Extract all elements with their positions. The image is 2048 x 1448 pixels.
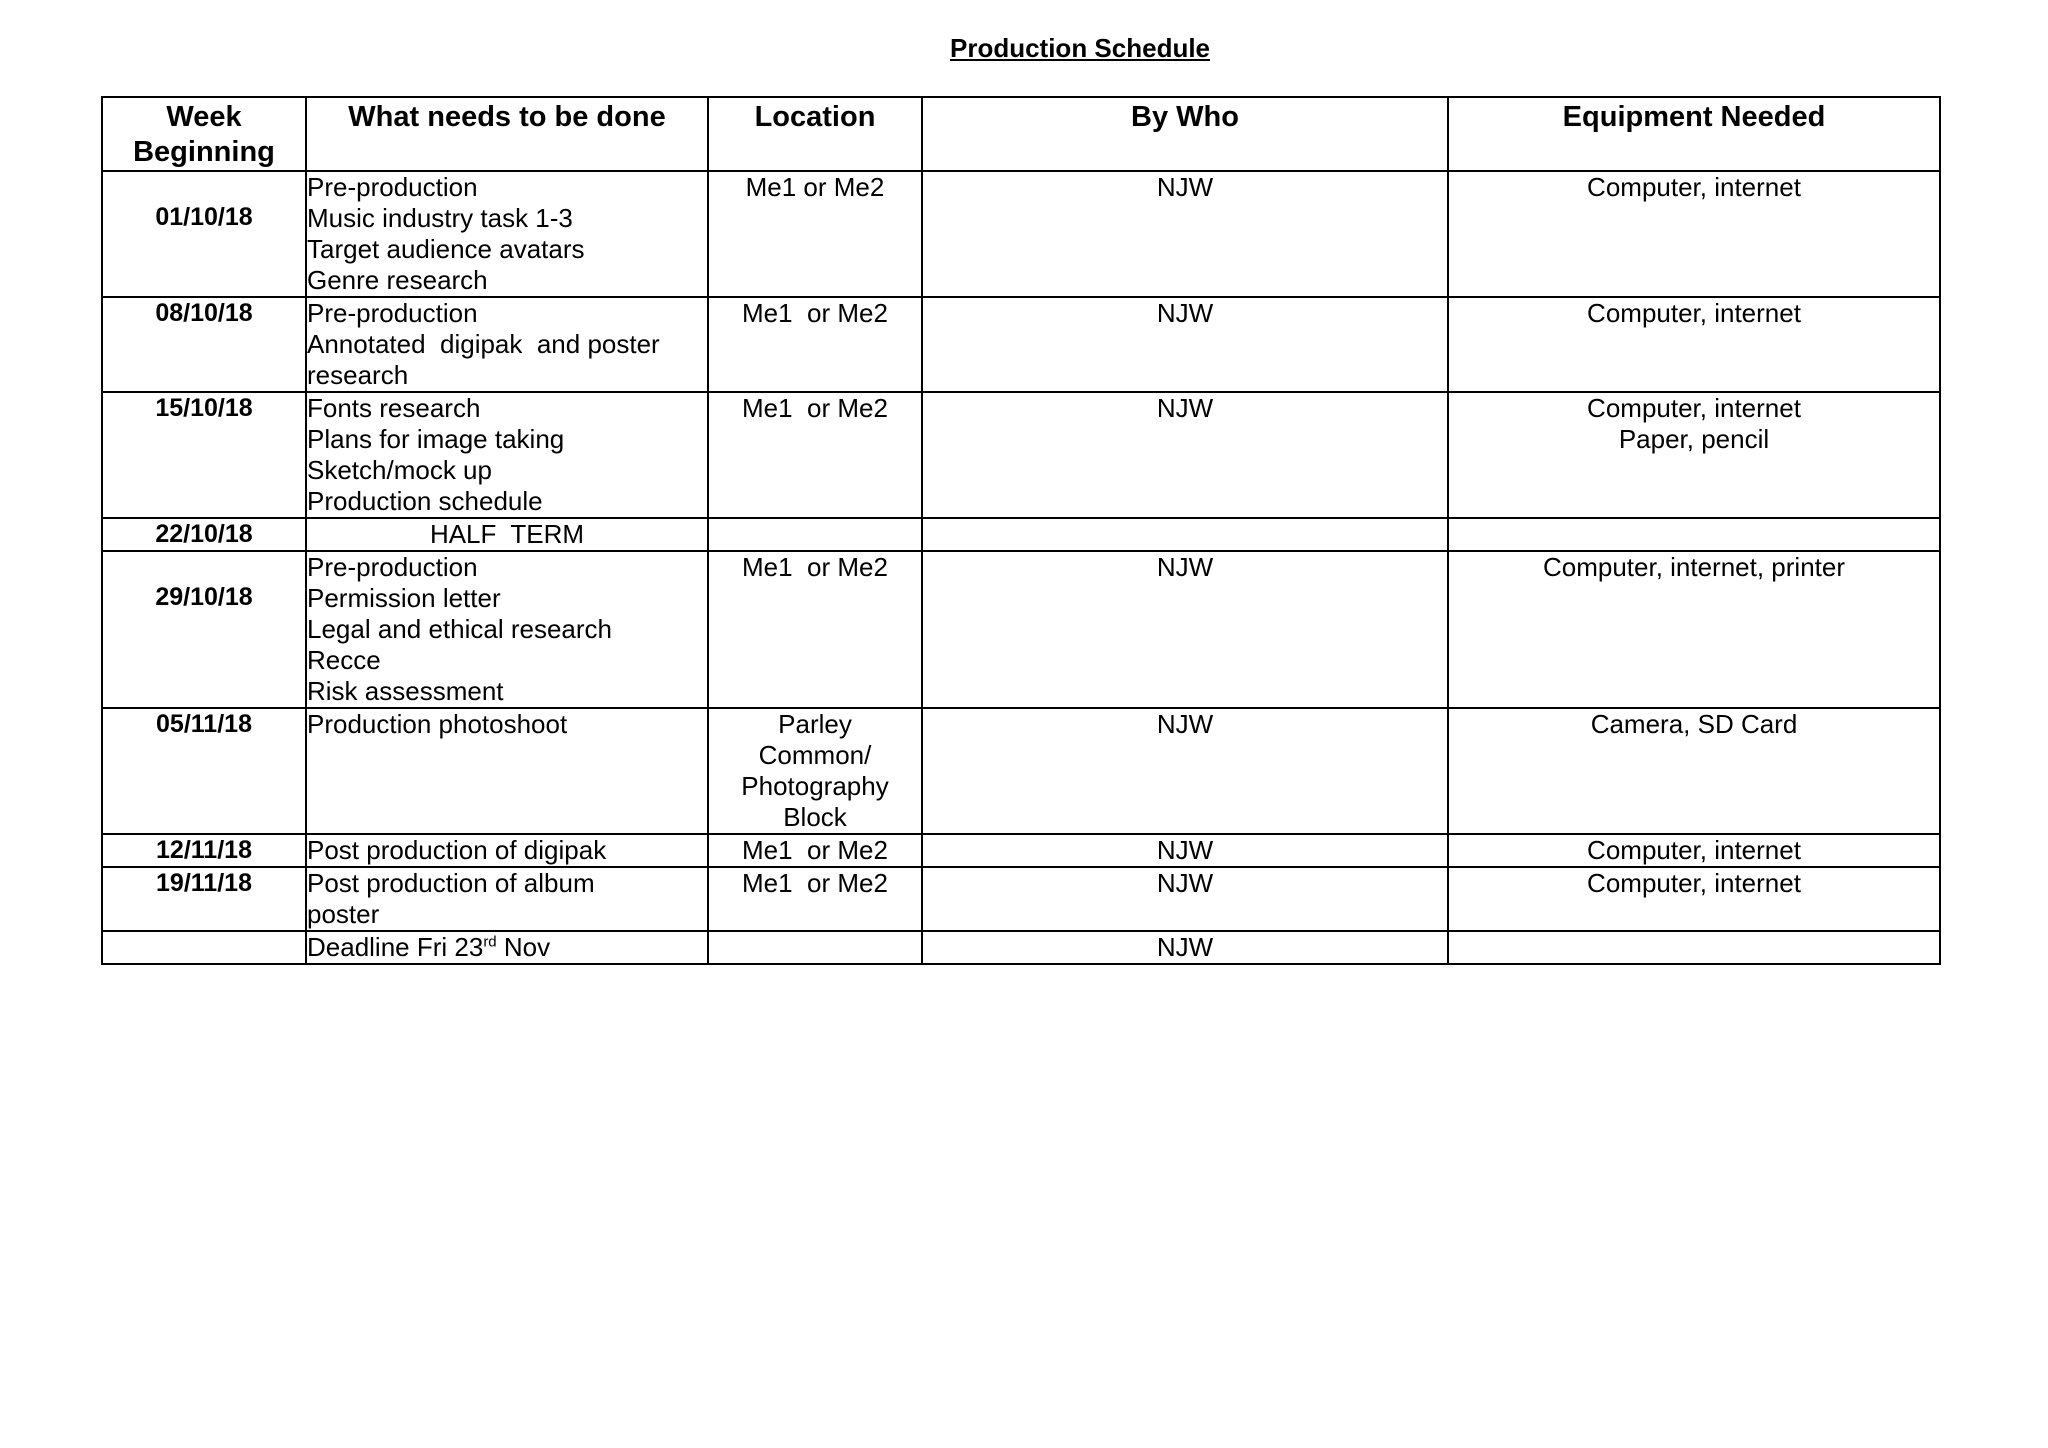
task-line: Music industry task 1-3 [307,203,573,233]
deadline-prefix: Deadline Fri 23 [307,932,484,962]
table-row [102,518,1940,551]
table-row [102,708,1940,834]
column-header-who: By Who [922,97,1448,171]
week-cell: 29/10/18 [102,551,306,708]
column-header-week [102,97,306,171]
column-header-week-line1: Week [166,101,242,133]
equipment-cell [1448,551,1940,708]
who-cell: NJW [922,392,1448,518]
task-line: Target audience avatars [307,234,585,264]
equipment-line: Computer, internet, printer [1542,552,1846,582]
equipment-cell [1448,708,1940,834]
task-line: Production photoshoot [307,709,568,739]
location-cell: Me1 or Me2 [708,551,922,708]
task-cell [306,931,708,964]
task-line: Genre research [307,265,488,295]
equipment-line: Camera, SD Card [1590,709,1798,739]
equipment-line: Computer, internet [1587,835,1801,865]
table-row [102,171,1940,297]
week-cell: 01/10/18 [102,171,306,297]
table-row [102,931,1940,964]
location-cell [708,518,922,551]
table-row [102,867,1940,931]
table-row [102,297,1940,392]
deadline-text [307,932,707,963]
deadline-rest: Nov [496,932,551,962]
who-cell: NJW [922,867,1448,931]
table-row [102,551,1940,708]
task-line: Pre-production [307,298,478,328]
who-cell: NJW [922,931,1448,964]
location-line: Photography [741,771,889,801]
location-cell: Me1 or Me2 [708,867,922,931]
equipment-line: Computer, internet [1587,868,1801,898]
task-line: Post production of digipak [307,835,607,865]
task-line: Legal and ethical research [307,614,612,644]
task-line: Annotated digipak and poster [307,329,660,359]
task-line: Plans for image taking [307,424,565,454]
week-cell: 08/10/18 [102,297,306,392]
task-cell [306,171,708,297]
task-cell: HALF TERM [306,518,708,551]
task-cell [306,551,708,708]
document-title: Production Schedule [949,33,1211,63]
task-cell [306,834,708,867]
week-cell: 19/11/18 [102,867,306,931]
column-header-location: Location [708,97,922,171]
who-cell: NJW [922,171,1448,297]
equipment-line: Computer, internet [1587,172,1801,202]
task-line: Recce [307,645,381,675]
location-line: Common/ [758,740,872,770]
equipment-line: Paper, pencil [1618,424,1770,454]
task-line: research [307,360,409,390]
equipment-line: Computer, internet [1587,298,1801,328]
task-line: Fonts research [307,393,481,423]
equipment-cell [1448,867,1940,931]
week-cell: 12/11/18 [102,834,306,867]
task-line: Production schedule [307,486,543,516]
deadline-ordinal: rd [483,933,497,951]
location-cell: Me1 or Me2 [708,297,922,392]
location-cell [708,931,922,964]
who-cell: NJW [922,297,1448,392]
task-cell [306,297,708,392]
equipment-cell [1448,931,1940,964]
task-line: Permission letter [307,583,501,613]
equipment-cell [1448,834,1940,867]
location-cell [708,708,922,834]
table-row [102,834,1940,867]
task-line: Sketch/mock up [307,455,492,485]
equipment-line: Computer, internet [1587,393,1801,423]
week-cell: 05/11/18 [102,708,306,834]
location-cell: Me1 or Me2 [708,834,922,867]
equipment-cell [1448,171,1940,297]
table-row [102,392,1940,518]
location-cell: Me1 or Me2 [708,171,922,297]
equipment-cell [1448,518,1940,551]
task-line: poster [307,899,380,929]
task-line: Pre-production [307,552,478,582]
week-cell: 22/10/18 [102,518,306,551]
task-line: Pre-production [307,172,478,202]
equipment-cell [1448,297,1940,392]
task-cell [306,392,708,518]
who-cell: NJW [922,834,1448,867]
column-header-equipment: Equipment Needed [1448,97,1940,171]
who-cell: NJW [922,551,1448,708]
task-line: Risk assessment [307,676,504,706]
who-cell: NJW [922,708,1448,834]
column-header-week-line2: Beginning [133,136,275,168]
location-line: Parley [778,709,852,739]
week-cell [102,931,306,964]
task-cell [306,708,708,834]
production-schedule-table [101,96,1941,965]
location-cell: Me1 or Me2 [708,392,922,518]
task-cell [306,867,708,931]
column-header-task: What needs to be done [306,97,708,171]
table-header-row [102,97,1940,171]
week-cell: 15/10/18 [102,392,306,518]
task-line: Post production of album [307,868,595,898]
equipment-cell [1448,392,1940,518]
location-line: Block [783,802,847,832]
who-cell [922,518,1448,551]
